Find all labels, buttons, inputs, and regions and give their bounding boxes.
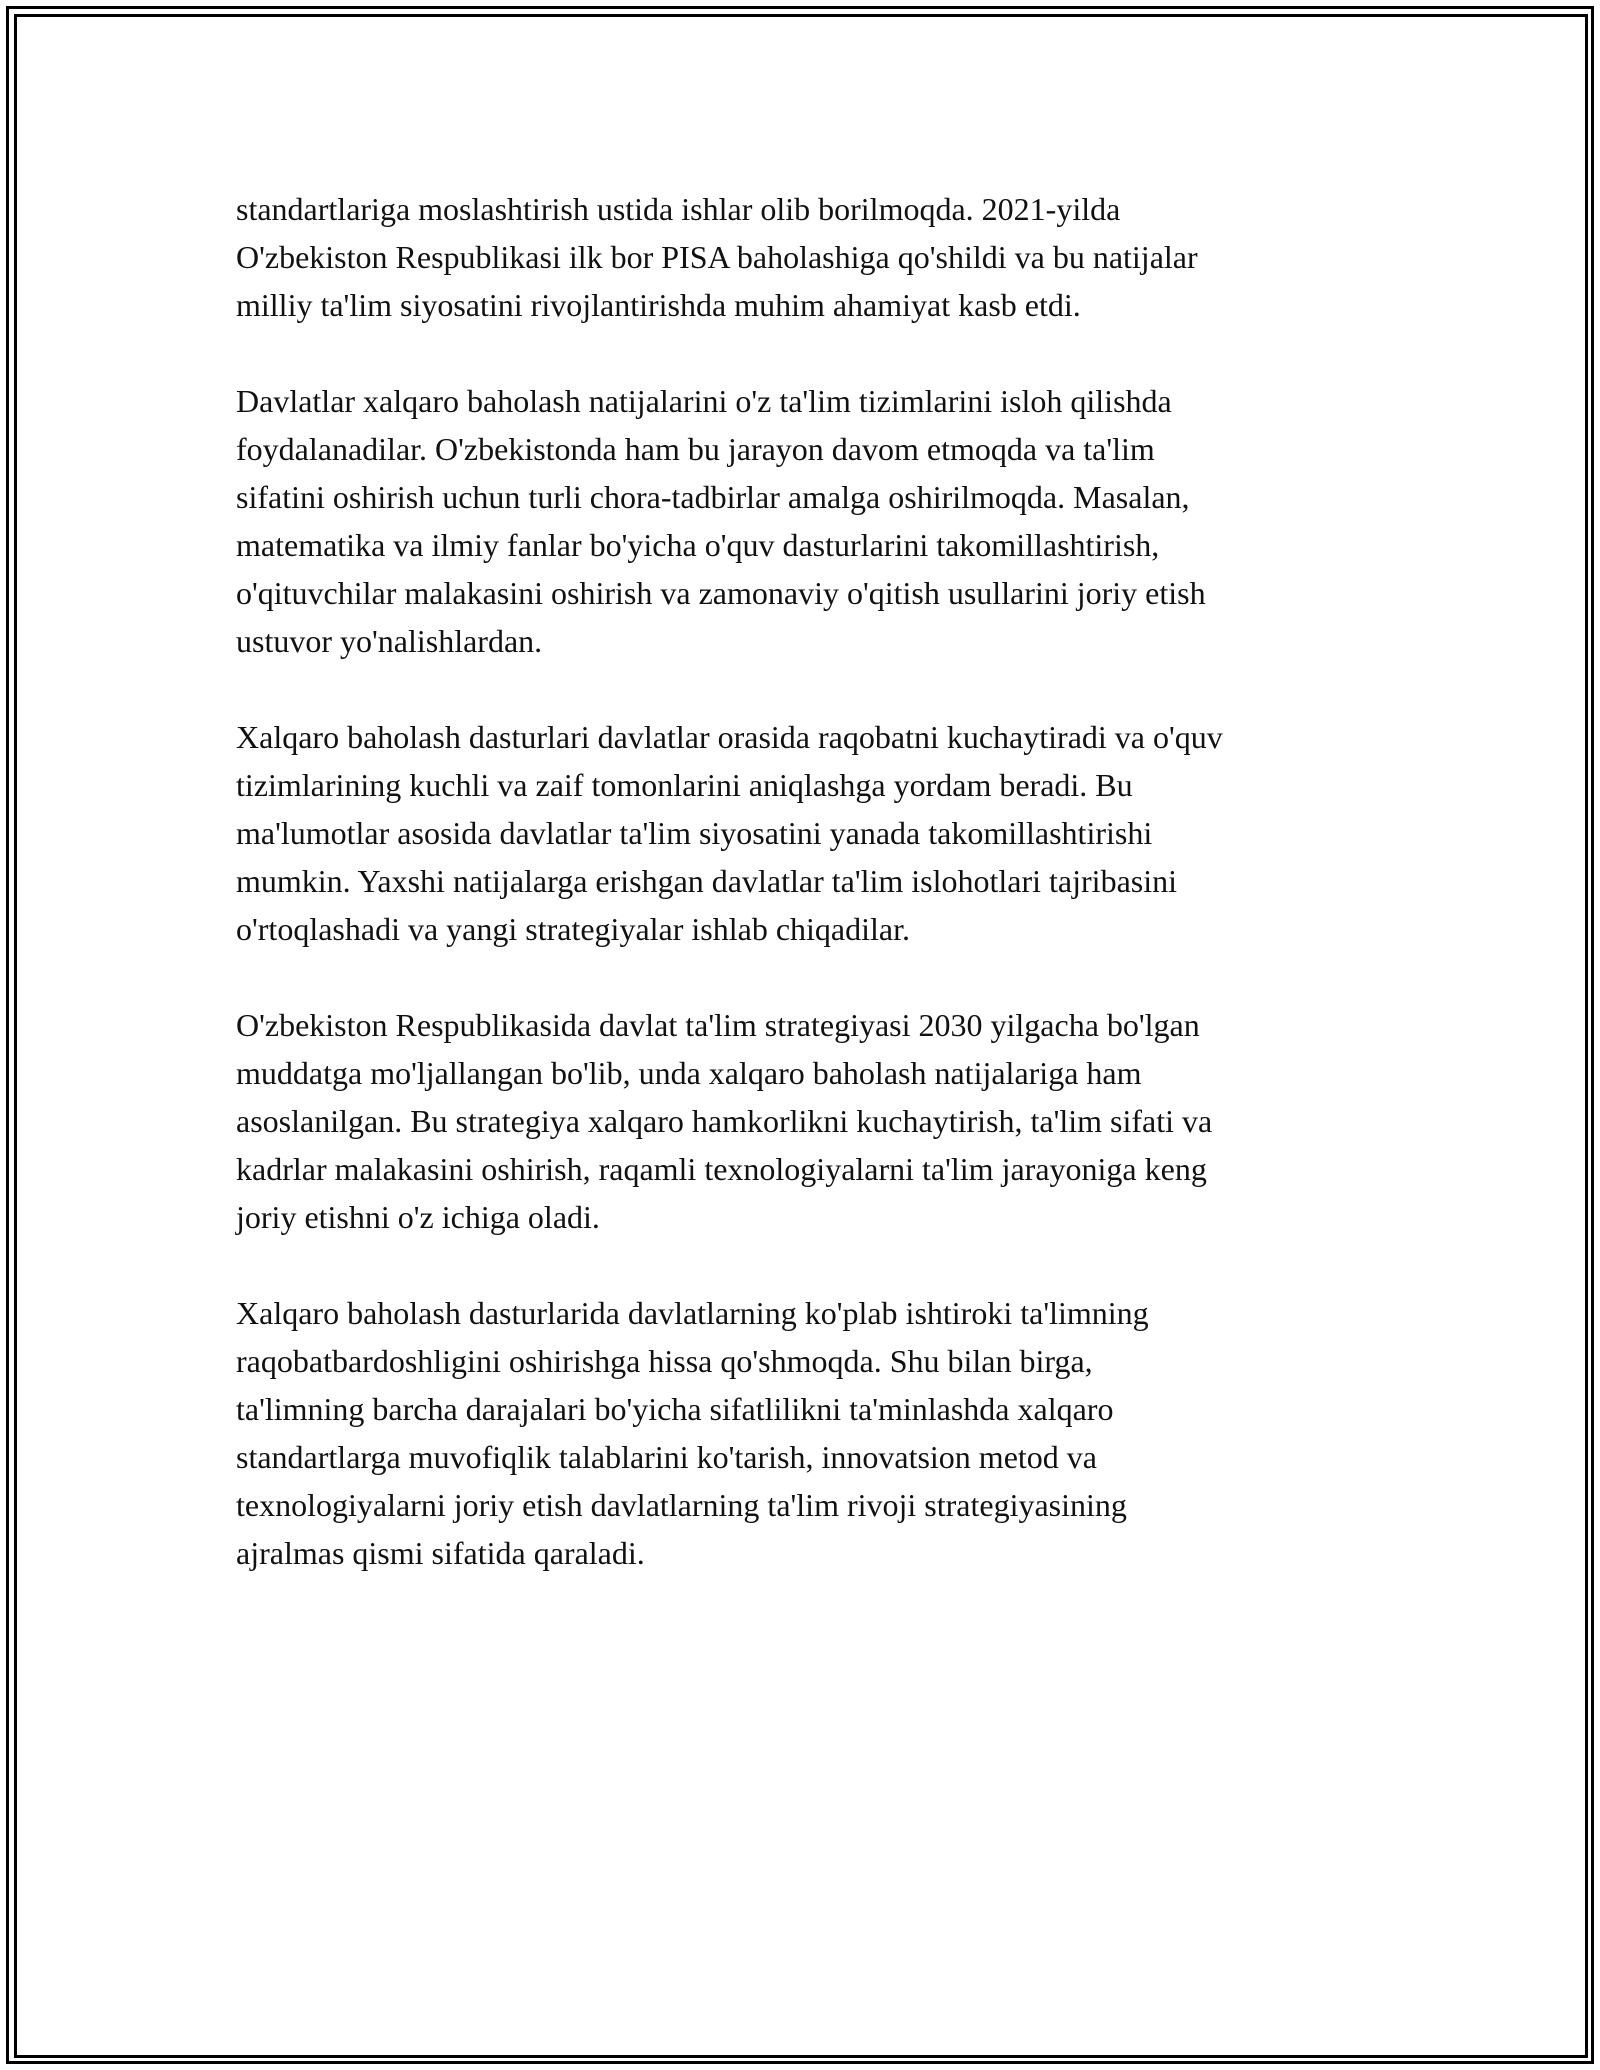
text-line: ta'limning barcha darajalari bo'yicha sifatlilikni ta'minlashda xalqaro (236, 1391, 1114, 1427)
text-line: muddatga mo'ljallangan bo'lib, unda xalqaro baholash natijalariga ham (236, 1055, 1142, 1091)
text-line: milliy ta'lim siyosatini rivojlantirishda muhim ahamiyat kasb etdi. (236, 287, 1081, 323)
text-line: ajralmas qismi sifatida qaraladi. (236, 1535, 645, 1571)
text-line: standartlarga muvofiqlik talablarini ko'tarish, innovatsion metod va (236, 1439, 1097, 1475)
text-line: Xalqaro baholash dasturlari davlatlar orasida raqobatni kuchaytiradi va o'quv (236, 719, 1223, 755)
text-line: o'rtoqlashadi va yangi strategiyalar ishlab chiqadilar. (236, 911, 910, 947)
paragraph-1 (236, 185, 1386, 329)
paragraph-2 (236, 377, 1386, 665)
paragraph-4 (236, 1001, 1386, 1241)
text-line: Xalqaro baholash dasturlarida davlatlarning ko'plab ishtiroki ta'limning (236, 1295, 1149, 1331)
text-line: asoslanilgan. Bu strategiya xalqaro hamkorlikni kuchaytirish, ta'lim sifati va (236, 1103, 1213, 1139)
text-line: joriy etishni o'z ichiga oladi. (236, 1199, 600, 1235)
text-line: foydalanadilar. O'zbekistonda ham bu jarayon davom etmoqda va ta'lim (236, 431, 1155, 467)
paragraph-5 (236, 1289, 1386, 1577)
text-line: raqobatbardoshligini oshirishga hissa qo'shmoqda. Shu bilan birga, (236, 1343, 1093, 1379)
text-line: sifatini oshirish uchun turli chora-tadbirlar amalga oshirilmoqda. Masalan, (236, 479, 1190, 515)
text-line: ma'lumotlar asosida davlatlar ta'lim siyosatini yanada takomillashtirishi (236, 815, 1153, 851)
text-line: standartlariga moslashtirish ustida ishlar olib borilmoqda. 2021-yilda (236, 191, 1121, 227)
text-line: O'zbekiston Respublikasi ilk bor PISA baholashiga qo'shildi va bu natijalar (236, 239, 1198, 275)
paragraph-3 (236, 713, 1386, 953)
text-line: ustuvor yo'nalishlardan. (236, 623, 543, 659)
text-line: texnologiyalarni joriy etish davlatlarning ta'lim rivoji strategiyasining (236, 1487, 1127, 1523)
text-line: kadrlar malakasini oshirish, raqamli texnologiyalarni ta'lim jarayoniga keng (236, 1151, 1207, 1187)
text-line: matematika va ilmiy fanlar bo'yicha o'quv dasturlarini takomillashtirish, (236, 527, 1160, 563)
text-line: O'zbekiston Respublikasida davlat ta'lim strategiyasi 2030 yilgacha bo'lgan (236, 1007, 1200, 1043)
document-body (236, 185, 1386, 1625)
text-line: Davlatlar xalqaro baholash natijalarini o'z ta'lim tizimlarini isloh qilishda (236, 383, 1172, 419)
text-line: mumkin. Yaxshi natijalarga erishgan davlatlar ta'lim islohotlari tajribasini (236, 863, 1177, 899)
text-line: o'qituvchilar malakasini oshirish va zamonaviy o'qitish usullarini joriy etish (236, 575, 1206, 611)
text-line: tizimlarining kuchli va zaif tomonlarini aniqlashga yordam beradi. Bu (236, 767, 1133, 803)
